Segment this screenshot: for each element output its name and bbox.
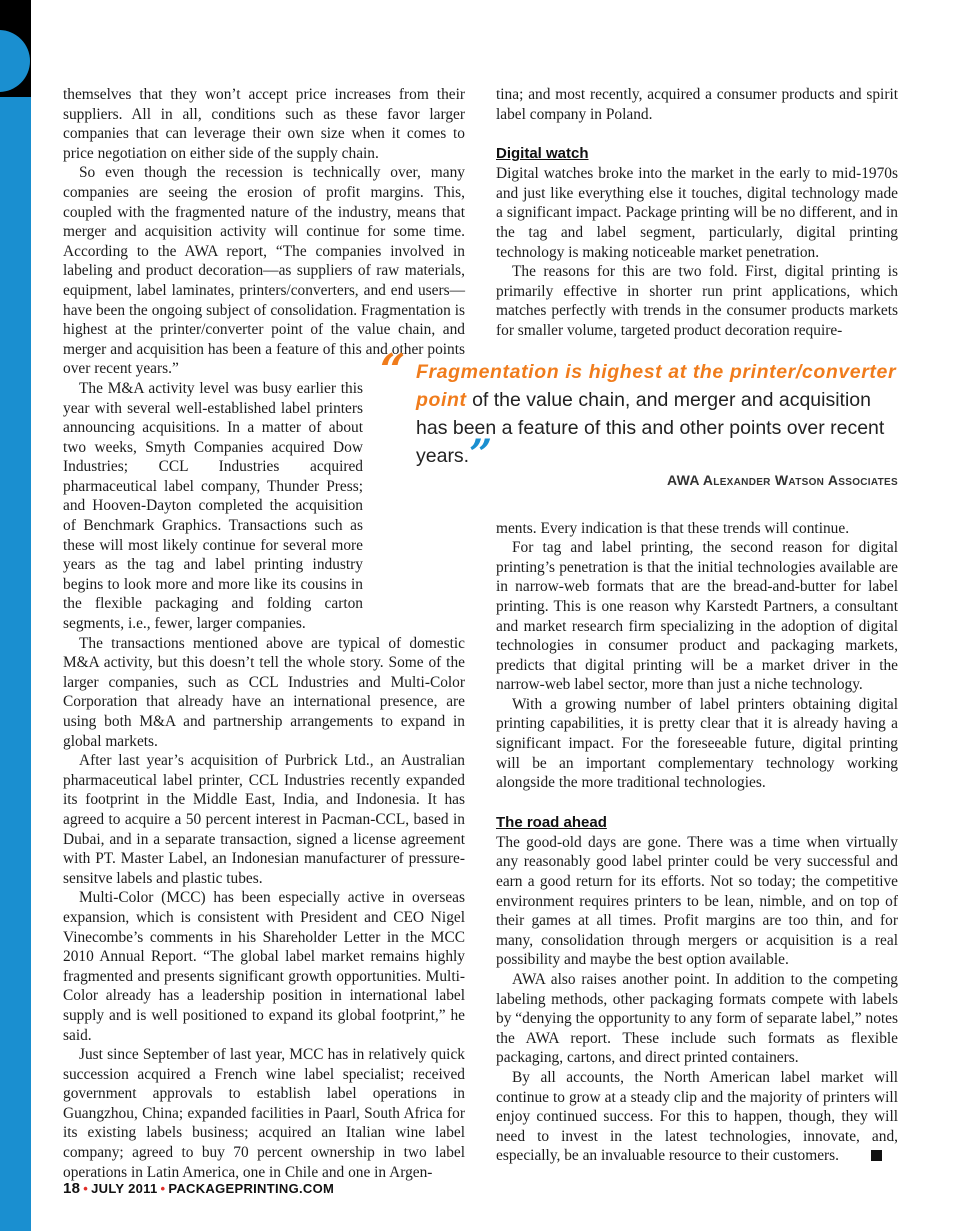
page-footer	[63, 1180, 334, 1197]
bullet-icon: •	[160, 1181, 166, 1196]
paragraph: The transactions mentioned above are typical of domestic M&A activity, but this doesn’t tell the whole story. Some of the larger companies, such as CCL Industries and Multi-Color Corporation that already have an international presence, are using both M&A and partnership arrangements to expand in global markets.	[63, 634, 465, 750]
right-column	[496, 85, 898, 1165]
paragraph: Just since September of last year, MCC has in relatively quick succession acquired a French wine label specialist; received government approvals to establish label operations in Guangzhou, China; expanded facilities in Paarl, South Africa for its existing labels business; acquired an Italian wine label company; agreed to buy 70 percent ownership in two label operations in Latin America, one in Chile and one in Argen-	[63, 1046, 465, 1181]
paragraph: AWA also raises another point. In addition to the competing labeling methods, other packaging formats compete with labels by “denying the opportunity to any form of separate label,” notes the AWA report. These include such formats as flexible packaging, cartons, and direct printed containers.	[496, 971, 898, 1067]
paragraph: ments. Every indication is that these trends will continue.	[496, 519, 850, 537]
paragraph: The M&A activity level was busy earlier this year with several well-established label printers announcing acquisitions. In a matter of about two weeks, Smyth Companies acquired Dow Industries; CCL Industries acquired pharmaceutical label company, Thunder Press; and Hooven-Dayton completed the acquisition of Benchmark Graphics. Transactions such as these will most likely continue for several more years as the tag and label printing industry begins to look more and more like its cousins in the flexible packaging and folding carton segments, i.e., fewer, larger companies.	[63, 379, 363, 633]
paragraph-text: By all accounts, the North American label market will continue to grow at a steady clip and the majority of printers will enjoy continued success. For this to happen, though, they will need to invest in the latest technologies, innovate, and, especially, be an invaluable resource to their customers.	[496, 1068, 898, 1165]
pull-quote-text	[416, 358, 906, 478]
paragraph	[496, 1068, 898, 1166]
paragraph: With a growing number of label printers obtaining digital printing capabilities, it is pretty clear that it is already having a significant impact. For the foreseeable future, digital printing will be an important complementary technology working alongside the more traditional technologies.	[496, 695, 898, 792]
page-number: 18	[63, 1180, 81, 1197]
left-column	[63, 85, 465, 1181]
paragraph: The reasons for this are two fold. First, digital printing is primarily effective in shorter run print applications, which matches perfectly with trends in the consumer products markets for smaller volume, targeted product decoration require-	[496, 263, 898, 339]
open-quote-icon: “	[380, 345, 406, 396]
end-of-article-mark	[871, 1150, 882, 1161]
issue-date: JULY 2011	[91, 1181, 158, 1196]
paragraph: themselves that they won’t accept price increases from their suppliers. All in all, conditions such as these favor larger companies that can leverage their own size when it comes to price negotiation on either side of the supply chain.	[63, 86, 465, 162]
paragraph: For tag and label printing, the second reason for digital printing’s penetration is that the initial technologies available are in narrow-web formats that are the bread-and-butter for label printing. This is one reason why Karstedt Partners, a consultant and market research firm specializing in the adoption of digital technologies in consumer product and packaging markets, predicts that digital printing will be a market driver in the narrow-web label sector, more than just a niche technology.	[496, 539, 898, 694]
pull-quote-attribution: AWA Alexander Watson Associates	[666, 472, 898, 488]
paragraph: Digital watches broke into the market in the early to mid-1970s and just like everything else it touches, digital technology made a significant impact. Package printing will be no different, and in the tag and label segment, particularly, digital printing technology is making noticeable market penetration.	[496, 165, 898, 261]
pull-quote-highlight: Fragmentation is highest at the printer/converter point	[416, 361, 897, 411]
paragraph: The good-old days are gone. There was a time when virtually any reasonably good label printer could be very successful and earn a good return for its efforts. Not so today; the competitive environment requires printers to be lean, nimble, and on top of their games at all times. Profit margins are too thin, and for many, consolidation through mergers or acquisition is a real possibility and maybe the best option available.	[496, 833, 898, 969]
paragraph: tina; and most recently, acquired a consumer products and spirit label company in Poland.	[496, 86, 898, 123]
close-quote-icon: ”	[469, 431, 493, 478]
paragraph: So even though the recession is technically over, many companies are seeing the erosion of profit margins. This, coupled with the fragmented nature of the industry, means that merger and acquisition activity will continue for some time. According to the AWA report, “The companies involved in labeling and product decoration—as suppliers of raw materials, equipment, label laminates, printers/converters, and end users—have been the ongoing subject of consolidation. Fragmentation is highest at the printer/converter point of the value chain, and merger and acquisition has been a feature of this and other points over recent years.”	[63, 164, 465, 378]
pull-quote-body: of the value chain, and merger and acquisition has been a feature of this and other points over recent years.	[416, 389, 885, 467]
paragraph: After last year’s acquisition of Purbrick Ltd., an Australian pharmaceutical label printer, CCL Industries recently expanded its footprint in the Middle East, India, and Indonesia. It has agreed to acquire a 50 percent interest in Pacman-CCL, based in Dubai, and in a separate transaction, signed a license agreement with PT. Master Label, an Indonesian manufacturer of pressure-sensitve labels and plastic tubes.	[63, 752, 465, 887]
section-heading-road-ahead: The road ahead	[496, 813, 607, 831]
website: PACKAGEPRINTING.COM	[168, 1181, 335, 1196]
page-edge-strip	[0, 0, 31, 1231]
paragraph: Multi-Color (MCC) has been especially active in overseas expansion, which is consistent with President and CEO Nigel Vinecombe’s comments in his Shareholder Letter in the MCC 2010 Annual Report. “The global label market remains highly fragmented and presents significant growth opportunities. Multi-Color already has a leadership position in international label supply and is well positioned to expand its global footprint,” he said.	[63, 889, 465, 1044]
section-heading-digital-watch: Digital watch	[496, 145, 589, 163]
pull-quote	[380, 345, 900, 495]
bullet-icon: •	[83, 1181, 89, 1196]
